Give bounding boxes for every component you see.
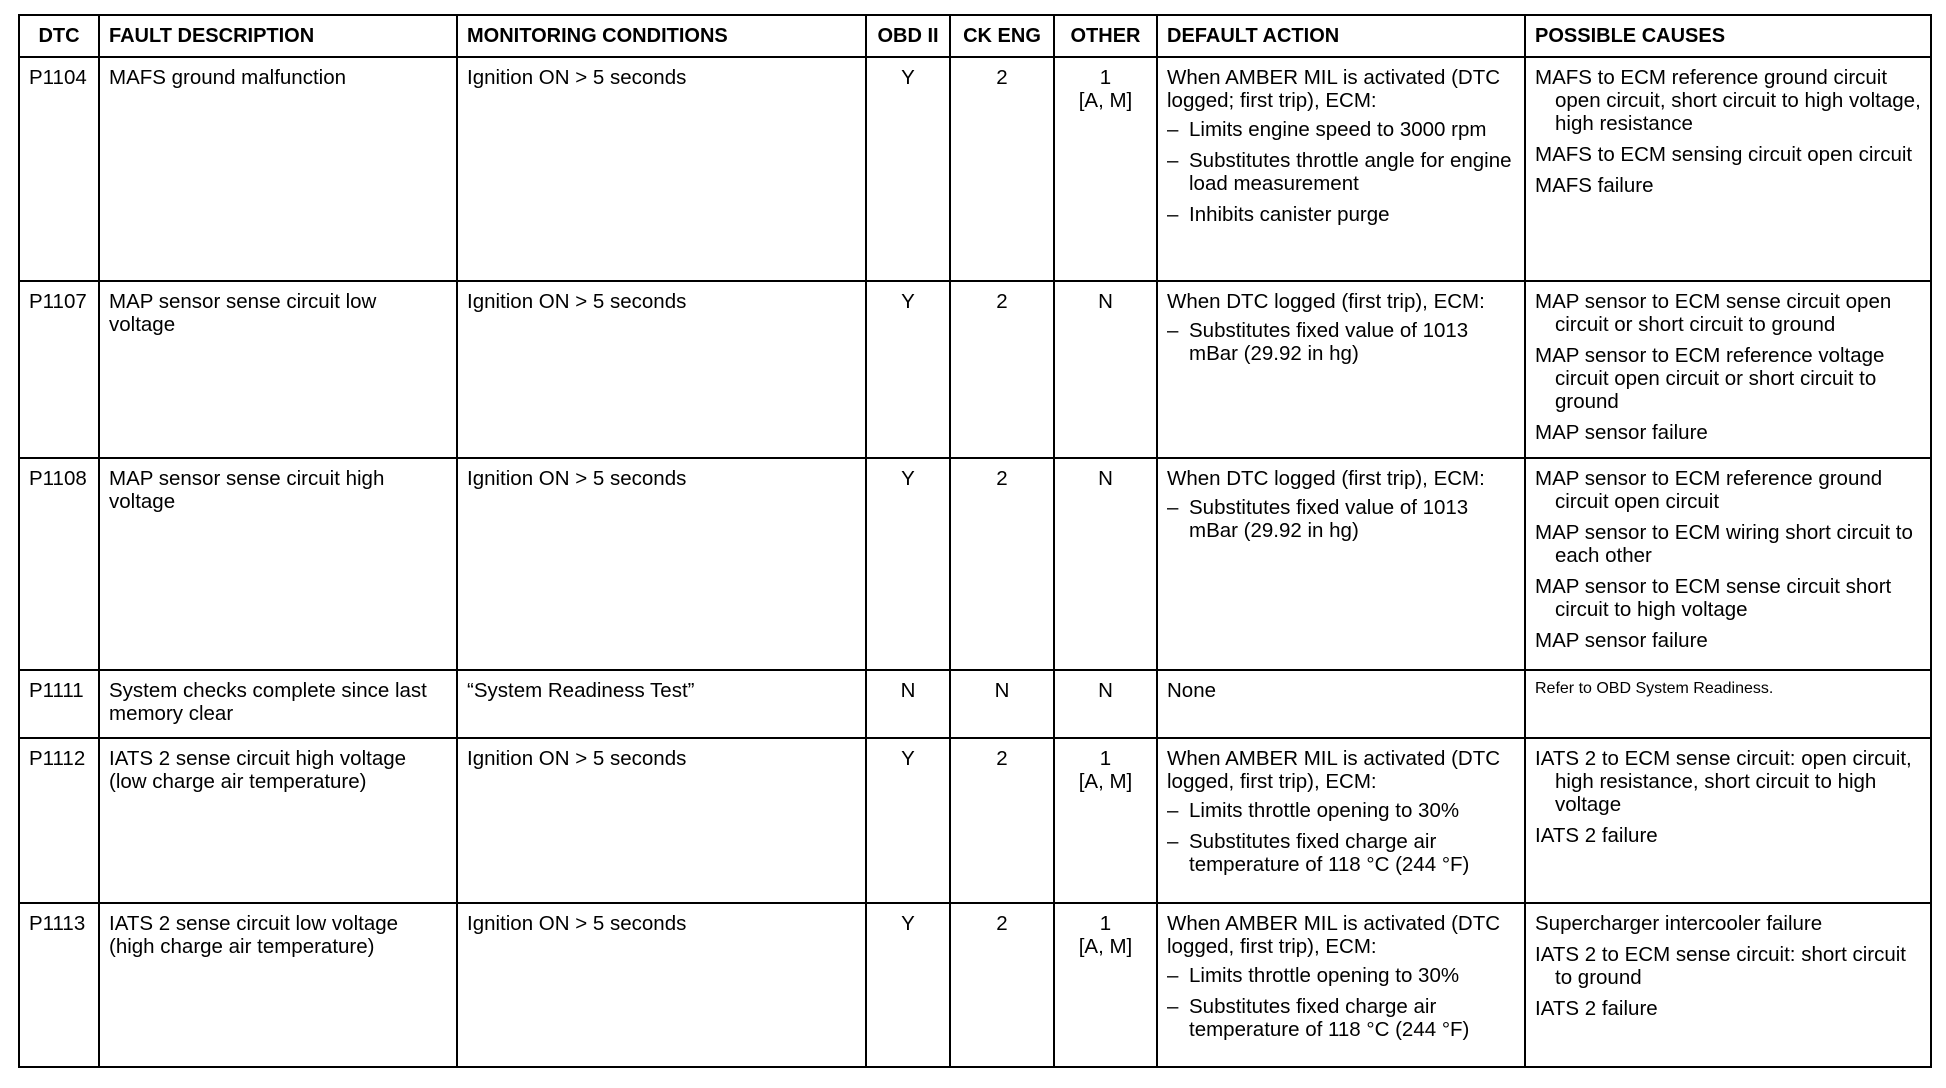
default-action-item: – Substitutes fixed charge air temperature of 118 °C (244 °F) [1167, 995, 1515, 1041]
default-action-list [1167, 496, 1515, 542]
other-value: N [1098, 290, 1113, 314]
monitoring-conditions: Ignition ON > 5 seconds [457, 57, 866, 281]
possible-cause-item: MAFS to ECM reference ground circuit open circuit, short circuit to high voltage, high resistance [1535, 66, 1921, 135]
table-row [19, 458, 1931, 670]
possible-causes [1525, 458, 1931, 670]
ck-eng-value: 2 [950, 458, 1054, 670]
monitoring-conditions: “System Readiness Test” [457, 670, 866, 738]
default-action-list [1167, 799, 1515, 876]
default-action-item: – Substitutes fixed value of 1013 mBar (29.92 in hg) [1167, 319, 1515, 365]
fault-description: MAP sensor sense circuit low voltage [99, 281, 457, 457]
default-action [1157, 903, 1525, 1067]
other-value: 1 [1099, 66, 1112, 89]
possible-cause-item: MAFS to ECM sensing circuit open circuit [1535, 143, 1913, 166]
other-note: [A, M] [1078, 934, 1133, 958]
monitoring-conditions: Ignition ON > 5 seconds [457, 281, 866, 457]
table-row [19, 670, 1931, 738]
monitoring-conditions: Ignition ON > 5 seconds [457, 458, 866, 670]
monitoring-conditions: Ignition ON > 5 seconds [457, 738, 866, 902]
ck-eng-value: 2 [950, 281, 1054, 457]
default-action-intro: When AMBER MIL is activated (DTC logged; first trip), ECM: [1167, 66, 1501, 112]
possible-causes [1525, 670, 1931, 738]
dtc-code: P1104 [19, 57, 99, 281]
table-row [19, 281, 1931, 457]
possible-causes [1525, 281, 1931, 457]
header-row [19, 15, 1931, 57]
default-action-intro: When AMBER MIL is activated (DTC logged, first trip), ECM: [1167, 747, 1501, 794]
other-value: N [1098, 679, 1113, 703]
other-note: [A, M] [1078, 770, 1133, 794]
default-action-intro: When AMBER MIL is activated (DTC logged, first trip), ECM: [1167, 911, 1501, 958]
default-action-intro: When DTC logged (first trip), ECM: [1167, 290, 1485, 314]
fault-description: IATS 2 sense circuit low voltage (high charge air temperature) [99, 903, 457, 1067]
fault-description: MAP sensor sense circuit high voltage [99, 458, 457, 670]
obd-ii-value: N [866, 670, 950, 738]
dtc-table [18, 14, 1932, 1068]
ck-eng-value: 2 [950, 57, 1054, 281]
default-action [1157, 458, 1525, 670]
default-action-item: – Substitutes fixed value of 1013 mBar (29.92 in hg) [1167, 496, 1515, 542]
header-obd-ii: OBD II [866, 15, 950, 57]
default-action-item: – Substitutes throttle angle for engine load measurement [1167, 149, 1515, 195]
possible-cause-item: IATS 2 failure [1535, 996, 1658, 1020]
table-row [19, 738, 1931, 902]
possible-cause-item: Refer to OBD System Readiness. [1535, 680, 1774, 698]
default-action-list [1167, 964, 1515, 1041]
other-cell [1054, 57, 1157, 281]
possible-cause-item: MAP sensor to ECM reference ground circuit open circuit [1535, 466, 1883, 513]
default-action-item: – Substitutes fixed charge air temperature of 118 °C (244 °F) [1167, 830, 1515, 876]
header-dtc: DTC [19, 15, 99, 57]
obd-ii-value: Y [866, 281, 950, 457]
possible-cause-item: MAP sensor to ECM wiring short circuit to each other [1535, 520, 1913, 567]
obd-ii-value: Y [866, 738, 950, 902]
possible-causes [1525, 903, 1931, 1067]
possible-cause-item: MAP sensor to ECM sense circuit open circuit or short circuit to ground [1535, 290, 1892, 337]
possible-cause-item: MAP sensor to ECM sense circuit short circuit to high voltage [1535, 574, 1892, 621]
obd-ii-value: Y [866, 57, 950, 281]
fault-description: IATS 2 sense circuit high voltage (low charge air temperature) [99, 738, 457, 902]
header-possible-causes: POSSIBLE CAUSES [1525, 15, 1931, 57]
default-action [1157, 281, 1525, 457]
other-cell [1054, 738, 1157, 902]
other-cell [1054, 903, 1157, 1067]
default-action-item: – Inhibits canister purge [1167, 203, 1515, 226]
header-default-action: DEFAULT ACTION [1157, 15, 1525, 57]
ck-eng-value: N [950, 670, 1054, 738]
ck-eng-value: 2 [950, 903, 1054, 1067]
other-note: [A, M] [1078, 89, 1133, 112]
other-cell [1054, 670, 1157, 738]
possible-causes [1525, 57, 1931, 281]
default-action [1157, 738, 1525, 902]
other-cell [1054, 281, 1157, 457]
dtc-code: P1112 [19, 738, 99, 902]
obd-ii-value: Y [866, 903, 950, 1067]
fault-description: MAFS ground malfunction [99, 57, 457, 281]
header-fault-description: FAULT DESCRIPTION [99, 15, 457, 57]
fault-description: System checks complete since last memory clear [99, 670, 457, 738]
default-action-list [1167, 319, 1515, 365]
dtc-code: P1113 [19, 903, 99, 1067]
other-value: 1 [1099, 747, 1112, 771]
possible-cause-item: MAP sensor failure [1535, 421, 1708, 445]
dtc-table-body [19, 57, 1931, 1067]
default-action [1157, 670, 1525, 738]
possible-cause-item: MAP sensor failure [1535, 628, 1708, 652]
possible-cause-item: IATS 2 failure [1535, 824, 1658, 848]
possible-cause-item: IATS 2 to ECM sense circuit: open circuit, high resistance, short circuit to high voltage [1535, 747, 1912, 817]
default-action-item: – Limits engine speed to 3000 rpm [1167, 118, 1515, 141]
default-action-list [1167, 118, 1515, 226]
dtc-code: P1108 [19, 458, 99, 670]
possible-causes [1525, 738, 1931, 902]
default-action-item: – Limits throttle opening to 30% [1167, 799, 1515, 822]
default-action-item: – Limits throttle opening to 30% [1167, 964, 1515, 987]
ck-eng-value: 2 [950, 738, 1054, 902]
other-value: 1 [1099, 911, 1112, 935]
dtc-code: P1111 [19, 670, 99, 738]
obd-ii-value: Y [866, 458, 950, 670]
other-value: N [1098, 466, 1113, 490]
dtc-code: P1107 [19, 281, 99, 457]
header-monitoring-conditions: MONITORING CONDITIONS [457, 15, 866, 57]
default-action-intro: When DTC logged (first trip), ECM: [1167, 466, 1485, 490]
table-row [19, 903, 1931, 1067]
default-action-intro: None [1167, 679, 1217, 703]
monitoring-conditions: Ignition ON > 5 seconds [457, 903, 866, 1067]
header-ck-eng: CK ENG [950, 15, 1054, 57]
possible-cause-item: MAFS failure [1535, 174, 1654, 197]
possible-cause-item: Supercharger intercooler failure [1535, 911, 1823, 935]
possible-cause-item: IATS 2 to ECM sense circuit: short circuit to ground [1535, 942, 1907, 989]
other-cell [1054, 458, 1157, 670]
header-other: OTHER [1054, 15, 1157, 57]
table-row [19, 57, 1931, 281]
possible-cause-item: MAP sensor to ECM reference voltage circuit open circuit or short circuit to ground [1535, 344, 1885, 414]
default-action [1157, 57, 1525, 281]
